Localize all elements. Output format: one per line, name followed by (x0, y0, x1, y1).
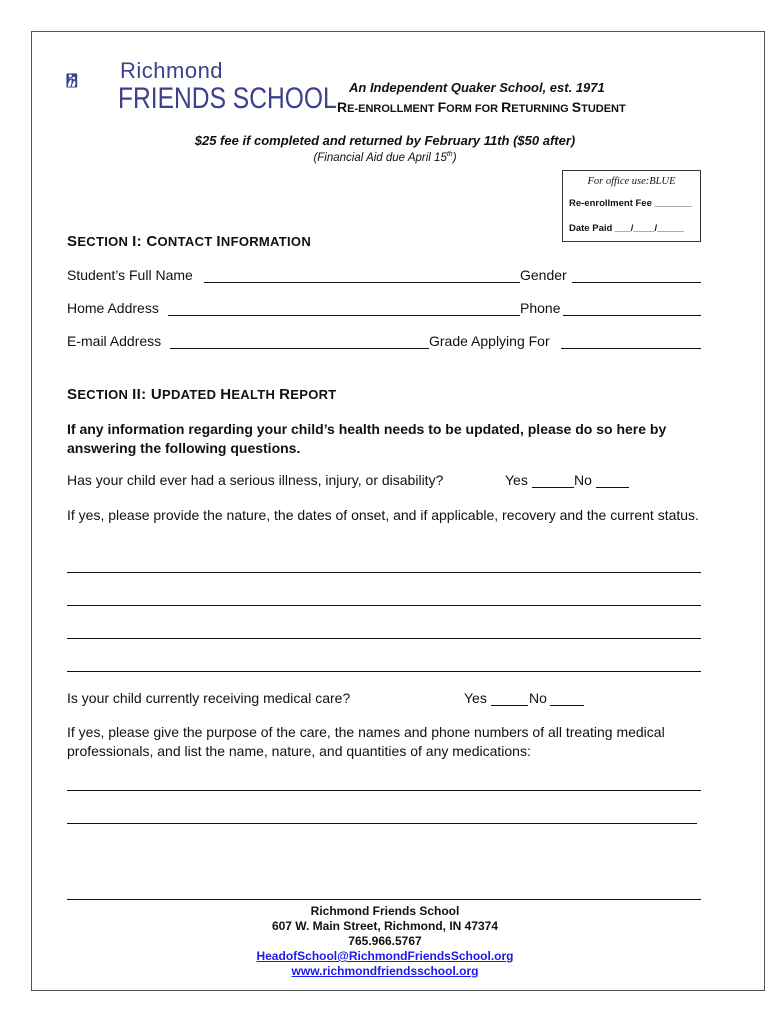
footer-website (0, 964, 770, 978)
illness-answer-line[interactable] (67, 638, 701, 639)
medical-no-label: No (529, 690, 547, 706)
logo-text-friends-school: FRIENDS SCHOOL (118, 82, 337, 115)
footer-address: 607 W. Main Street, Richmond, IN 47374 (271, 919, 499, 933)
grade-field[interactable] (561, 348, 701, 349)
medical-no-field[interactable] (550, 705, 584, 706)
office-date-paid: Date Paid ___/____/_____ (569, 223, 684, 234)
medical-answer-line[interactable] (67, 790, 701, 791)
logo-text-richmond: Richmond (120, 58, 224, 83)
footer-phone: 765.966.5767 (348, 934, 422, 948)
office-use-title: For office use:BLUE (587, 176, 676, 187)
medical-followup: If yes, please give the purpose of the care, the names and phone numbers of all treating medical professionals, and list the name, nature, and quantities of any medications: (67, 724, 665, 759)
form-title: RE-ENROLLMENT FORM FOR RETURNING STUDENT (337, 99, 626, 115)
illness-answer-line[interactable] (67, 671, 701, 672)
gender-field[interactable] (572, 282, 701, 283)
medical-answer-line[interactable] (67, 823, 697, 824)
illness-no-field[interactable] (596, 487, 629, 488)
fee-note: $25 fee if completed and returned by February 11th ($50 after) (194, 133, 576, 148)
medical-care-question: Is your child currently receiving medical care? (67, 690, 351, 706)
footer-email (0, 949, 770, 963)
illness-followup: If yes, please provide the nature, the dates of onset, and if applicable, recovery and the current status. (67, 507, 699, 523)
student-name-label: Student’s Full Name (67, 267, 193, 283)
phone-field[interactable] (563, 315, 701, 316)
financial-aid-note: (Financial Aid due April 15th) (313, 151, 457, 164)
email-label: E-mail Address (67, 333, 162, 349)
gender-label: Gender (520, 267, 567, 283)
friends-silhouette-icon (66, 73, 77, 87)
illness-answer-line[interactable] (67, 605, 701, 606)
illness-yes-label: Yes (505, 472, 528, 488)
student-name-field[interactable] (204, 282, 520, 283)
school-tagline: An Independent Quaker School, est. 1971 (349, 80, 605, 95)
illness-answer-line[interactable] (67, 572, 701, 573)
health-intro: If any information regarding your child’s health needs to be updated, please do so here by answering the following questions. (67, 421, 667, 456)
medical-yes-label: Yes (464, 690, 487, 706)
email-link[interactable]: HeadofSchool@RichmondFriendsSchool.org (256, 949, 514, 963)
medical-yes-field[interactable] (491, 705, 528, 706)
office-reenrollment-fee: Re-enrollment Fee _______ (569, 198, 692, 209)
home-address-field[interactable] (168, 315, 520, 316)
email-field[interactable] (170, 348, 429, 349)
illness-question: Has your child ever had a serious illness, injury, or disability? (67, 472, 444, 488)
phone-label: Phone (520, 300, 561, 316)
section-1-heading: SECTION I: CONTACT INFORMATION (67, 233, 312, 250)
school-logo (66, 42, 122, 118)
home-address-label: Home Address (67, 300, 159, 316)
footer-divider (67, 899, 701, 900)
grade-label: Grade Applying For (429, 333, 550, 349)
website-link[interactable]: www.richmondfriendsschool.org (291, 964, 479, 978)
illness-no-label: No (574, 472, 592, 488)
footer-school-name: Richmond Friends School (310, 904, 460, 918)
illness-yes-field[interactable] (532, 487, 574, 488)
section-2-heading: SECTION II: UPDATED HEALTH REPORT (67, 386, 337, 403)
